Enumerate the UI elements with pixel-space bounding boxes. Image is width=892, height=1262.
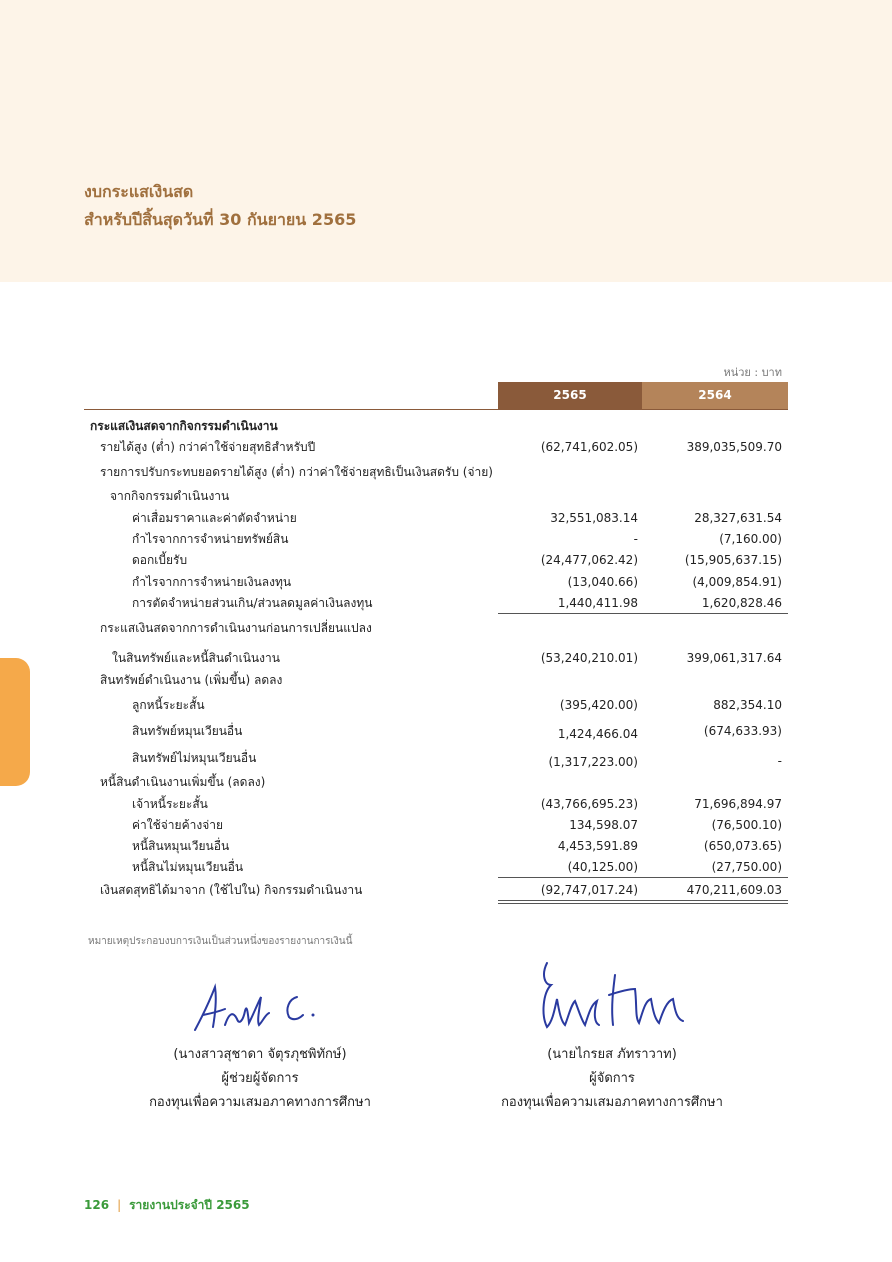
value-2564: (650,073.65) — [703, 839, 782, 853]
table-row — [0, 880, 892, 900]
page-number: 126 — [84, 1198, 110, 1212]
value-2565: (92,747,017.24) — [540, 883, 638, 897]
table-row — [0, 593, 892, 613]
total-double-rule — [498, 903, 788, 904]
value-2564: 399,061,317.64 — [686, 651, 782, 665]
row-label: เงินสดสุทธิได้มาจาก (ใช้ไปใน) กิจกรรมดำเนินงาน — [100, 883, 363, 897]
value-2565: (13,040.66) — [567, 575, 638, 589]
signatory-left-position: ผู้ช่วยผู้จัดการ — [221, 1071, 299, 1086]
statement-period: สำหรับปีสิ้นสุดวันที่ 30 กันยายน 2565 — [84, 210, 357, 229]
row-label: หนี้สินไม่หมุนเวียนอื่น — [132, 860, 244, 874]
table-row — [0, 794, 892, 814]
value-2565: (53,240,210.01) — [540, 651, 638, 665]
header-rule — [84, 409, 788, 410]
table-row — [0, 618, 892, 638]
row-label: กำไรจากการจำหน่ายทรัพย์สิน — [132, 532, 289, 546]
value-2564: (7,160.00) — [719, 532, 782, 546]
financial-note: หมายเหตุประกอบงบการเงินเป็นส่วนหนึ่งของรายงานการเงินนี้ — [88, 936, 353, 947]
table-row — [0, 437, 892, 457]
column-header-2565: 2565 — [498, 382, 642, 409]
column-header-2564: 2564 — [642, 382, 788, 409]
unit-label: หน่วย : บาท — [723, 366, 782, 379]
subtotal-rule — [498, 877, 788, 878]
value-2564: 882,354.10 — [713, 698, 782, 712]
total-double-rule — [498, 900, 788, 901]
value-2565: (40,125.00) — [567, 860, 638, 874]
row-label: หนี้สินดำเนินงานเพิ่มขึ้น (ลดลง) — [100, 775, 266, 789]
page-footer — [84, 1196, 250, 1215]
subtotal-rule — [498, 613, 788, 614]
value-2565: 1,440,411.98 — [557, 596, 638, 610]
signature-left-image — [185, 975, 325, 1040]
table-row — [0, 486, 892, 506]
value-2565: 134,598.07 — [569, 818, 638, 832]
signatory-left-org: กองทุนเพื่อความเสมอภาคทางการศึกษา — [149, 1095, 371, 1110]
row-label: ดอกเบี้ยรับ — [132, 553, 188, 567]
row-label: สินทรัพย์ไม่หมุนเวียนอื่น — [132, 751, 257, 765]
table-row — [0, 572, 892, 592]
value-2565: (395,420.00) — [559, 698, 638, 712]
table-row — [0, 695, 892, 715]
value-2564: 1,620,828.46 — [701, 596, 782, 610]
value-2564: (4,009,854.91) — [692, 575, 782, 589]
signature-right-image — [535, 955, 695, 1035]
value-2564: - — [777, 754, 782, 768]
value-2565: 4,453,591.89 — [557, 839, 638, 853]
value-2564: (27,750.00) — [711, 860, 782, 874]
table-row — [0, 529, 892, 549]
statement-title: งบกระแสเงินสด — [84, 182, 194, 201]
table-row — [0, 857, 892, 877]
signatory-left-name: (นางสาวสุชาดา จัตุรภุชพิทักษ์) — [173, 1047, 347, 1062]
table-row — [0, 550, 892, 570]
row-label: ในสินทรัพย์และหนี้สินดำเนินงาน — [112, 651, 280, 665]
value-2564: 389,035,509.70 — [686, 440, 782, 454]
value-2564: 470,211,609.03 — [686, 883, 782, 897]
row-label: กระแสเงินสดจากกิจกรรมดำเนินงาน — [90, 419, 278, 433]
table-row — [0, 416, 892, 436]
row-label: หนี้สินหมุนเวียนอื่น — [132, 839, 230, 853]
row-label: ค่าเสื่อมราคาและค่าตัดจำหน่าย — [132, 511, 297, 525]
table-row — [0, 648, 892, 668]
value-2564: 71,696,894.97 — [694, 797, 782, 811]
table-row — [0, 815, 892, 835]
value-2564: (674,633.93) — [703, 724, 782, 738]
row-label: กำไรจากการจำหน่ายเงินลงทุน — [132, 575, 292, 589]
signatory-right — [452, 1043, 772, 1115]
value-2565: (1,317,223.00) — [548, 755, 638, 769]
value-2565: (24,477,062.42) — [540, 553, 638, 567]
row-label: รายการปรับกระทบยอดรายได้สูง (ต่ำ) กว่าค่าใช้จ่ายสุทธิเป็นเงินสดรับ (จ่าย) — [100, 465, 493, 479]
value-2564: (15,905,637.15) — [684, 553, 782, 567]
value-2565: 1,424,466.04 — [557, 727, 638, 741]
row-label: จากกิจกรรมดำเนินงาน — [110, 489, 230, 503]
value-2565: - — [633, 532, 638, 546]
signatory-right-position: ผู้จัดการ — [589, 1071, 635, 1086]
table-row — [0, 836, 892, 856]
table-row — [0, 508, 892, 528]
row-label: ค่าใช้จ่ายค้างจ่าย — [132, 818, 223, 832]
row-label: สินทรัพย์หมุนเวียนอื่น — [132, 724, 243, 738]
report-name: รายงานประจำปี 2565 — [129, 1198, 250, 1212]
value-2565: 32,551,083.14 — [550, 511, 638, 525]
row-label: การตัดจำหน่ายส่วนเกิน/ส่วนลดมูลค่าเงินลงทุน — [132, 596, 373, 610]
value-2565: (43,766,695.23) — [540, 797, 638, 811]
table-row — [0, 670, 892, 690]
signatory-right-org: กองทุนเพื่อความเสมอภาคทางการศึกษา — [501, 1095, 723, 1110]
header-band — [0, 0, 892, 282]
row-label: เจ้าหนี้ระยะสั้น — [132, 797, 208, 811]
table-row — [0, 462, 892, 482]
table-row — [0, 772, 892, 792]
signatory-right-name: (นายไกรยส ภัทราวาท) — [547, 1047, 677, 1062]
row-label: รายได้สูง (ต่ำ) กว่าค่าใช้จ่ายสุทธิสำหรับปี — [100, 440, 316, 454]
table-row — [0, 721, 892, 741]
footer-separator: | — [117, 1198, 122, 1212]
value-2564: (76,500.10) — [711, 818, 782, 832]
table-row — [0, 748, 892, 768]
row-label: กระแสเงินสดจากการดำเนินงานก่อนการเปลี่ยนแปลง — [100, 621, 372, 635]
signatory-left — [100, 1043, 420, 1115]
row-label: สินทรัพย์ดำเนินงาน (เพิ่มขึ้น) ลดลง — [100, 673, 283, 687]
row-label: ลูกหนี้ระยะสั้น — [132, 698, 205, 712]
value-2564: 28,327,631.54 — [694, 511, 782, 525]
value-2565: (62,741,602.05) — [540, 440, 638, 454]
